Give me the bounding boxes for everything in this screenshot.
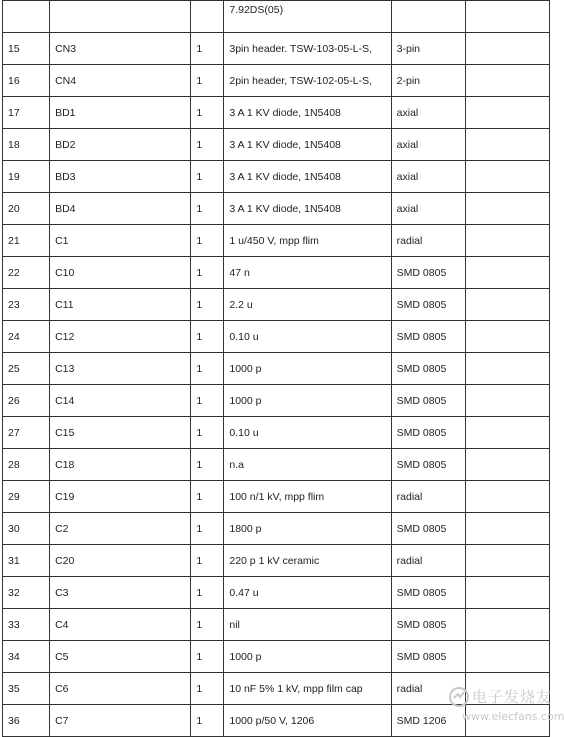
cell-note (465, 513, 549, 545)
table-row (3, 161, 550, 193)
cell-no: 16 (3, 65, 50, 97)
cell-ref: C15 (50, 417, 191, 449)
cell-ref: CN3 (50, 33, 191, 65)
cell-desc: 1 u/450 V, mpp flim (224, 225, 391, 257)
cell-desc: 2pin header, TSW-102-05-L-S, (224, 65, 391, 97)
cell-note (465, 449, 549, 481)
cell-desc: 47 n (224, 257, 391, 289)
cell-pkg: 2-pin (391, 65, 465, 97)
cell-desc: 1000 p/50 V, 1206 (224, 705, 391, 737)
cell-qty: 1 (191, 65, 224, 97)
cell-no: 36 (3, 705, 50, 737)
cell-desc: nil (224, 609, 391, 641)
cell-no: 27 (3, 417, 50, 449)
cell-no: 21 (3, 225, 50, 257)
cell-note (465, 193, 549, 225)
cell-qty: 1 (191, 385, 224, 417)
cell-pkg: axial (391, 97, 465, 129)
cell-no: 35 (3, 673, 50, 705)
cell-ref: C6 (50, 673, 191, 705)
cell-no: 22 (3, 257, 50, 289)
cell-pkg: axial (391, 129, 465, 161)
cell-note (465, 225, 549, 257)
cell-no: 15 (3, 33, 50, 65)
cell-ref: C19 (50, 481, 191, 513)
cell-pkg: radial (391, 673, 465, 705)
cell-qty: 1 (191, 417, 224, 449)
cell-note (465, 257, 549, 289)
table-row (3, 705, 550, 737)
cell-pkg: SMD 0805 (391, 641, 465, 673)
cell-pkg: radial (391, 545, 465, 577)
cell-no: 33 (3, 609, 50, 641)
cell-desc: 1000 p (224, 385, 391, 417)
cell-note (465, 705, 549, 737)
cell-ref: C18 (50, 449, 191, 481)
table-row (3, 513, 550, 545)
cell-desc: 0.10 u (224, 321, 391, 353)
cell-note (465, 481, 549, 513)
cell-qty: 1 (191, 641, 224, 673)
cell-pkg: SMD 0805 (391, 289, 465, 321)
table-row (3, 129, 550, 161)
cell-ref: C12 (50, 321, 191, 353)
cell-desc: 0.47 u (224, 577, 391, 609)
cell-pkg: SMD 0805 (391, 577, 465, 609)
cell-no: 23 (3, 289, 50, 321)
cell-pkg: radial (391, 225, 465, 257)
table-row (3, 97, 550, 129)
watermark-text-en: www.elecfans.com (462, 710, 564, 723)
cell-ref: C3 (50, 577, 191, 609)
table-row (3, 673, 550, 705)
cell-qty: 1 (191, 161, 224, 193)
cell-ref: CN4 (50, 65, 191, 97)
cell-note (465, 129, 549, 161)
cell-qty: 1 (191, 225, 224, 257)
table-row (3, 65, 550, 97)
cell-desc: 3pin header. TSW-103-05-L-S, (224, 33, 391, 65)
cell-note (465, 289, 549, 321)
cell-ref: C4 (50, 609, 191, 641)
cell-qty: 1 (191, 577, 224, 609)
cell-pkg: SMD 0805 (391, 257, 465, 289)
table-row (3, 641, 550, 673)
cell-qty: 1 (191, 513, 224, 545)
cell-pkg: SMD 0805 (391, 449, 465, 481)
cell-ref: C13 (50, 353, 191, 385)
cell-desc: 7.92DS(05) (224, 1, 391, 33)
cell-no (3, 1, 50, 33)
cell-ref: C2 (50, 513, 191, 545)
table-row (3, 577, 550, 609)
cell-pkg: SMD 0805 (391, 385, 465, 417)
cell-desc: 220 p 1 kV ceramic (224, 545, 391, 577)
cell-ref: C5 (50, 641, 191, 673)
cell-note (465, 577, 549, 609)
watermark-text-cn: 电子发烧友 (472, 688, 553, 706)
cell-ref: C14 (50, 385, 191, 417)
table-row (3, 385, 550, 417)
cell-pkg: axial (391, 193, 465, 225)
cell-pkg: SMD 0805 (391, 609, 465, 641)
cell-no: 28 (3, 449, 50, 481)
table-row (3, 449, 550, 481)
table-row (3, 321, 550, 353)
cell-note (465, 385, 549, 417)
cell-no: 18 (3, 129, 50, 161)
cell-qty: 1 (191, 129, 224, 161)
cell-qty: 1 (191, 673, 224, 705)
cell-desc: 2.2 u (224, 289, 391, 321)
cell-ref: C7 (50, 705, 191, 737)
cell-note (465, 673, 549, 705)
cell-pkg: 3-pin (391, 33, 465, 65)
cell-qty: 1 (191, 609, 224, 641)
cell-qty (191, 1, 224, 33)
table-row (3, 257, 550, 289)
cell-desc: 100 n/1 kV, mpp flim (224, 481, 391, 513)
cell-desc: 1800 p (224, 513, 391, 545)
cell-note (465, 321, 549, 353)
cell-no: 30 (3, 513, 50, 545)
cell-pkg: radial (391, 481, 465, 513)
table-row (3, 353, 550, 385)
cell-pkg: SMD 0805 (391, 353, 465, 385)
cell-no: 32 (3, 577, 50, 609)
cell-note (465, 65, 549, 97)
table-row (3, 481, 550, 513)
cell-ref (50, 1, 191, 33)
cell-note (465, 641, 549, 673)
cell-desc: 3 A 1 KV diode, 1N5408 (224, 193, 391, 225)
cell-no: 31 (3, 545, 50, 577)
cell-note (465, 97, 549, 129)
cell-no: 17 (3, 97, 50, 129)
cell-qty: 1 (191, 481, 224, 513)
cell-desc: n.a (224, 449, 391, 481)
cell-no: 26 (3, 385, 50, 417)
table-row (3, 225, 550, 257)
cell-ref: BD3 (50, 161, 191, 193)
table-row (3, 289, 550, 321)
table-row (3, 33, 550, 65)
cell-ref: C10 (50, 257, 191, 289)
cell-pkg: SMD 1206 (391, 705, 465, 737)
table-row (3, 417, 550, 449)
bom-table (2, 0, 553, 737)
table-row-continued (3, 1, 550, 33)
cell-note (465, 33, 549, 65)
cell-note (465, 417, 549, 449)
cell-qty: 1 (191, 705, 224, 737)
cell-note (465, 353, 549, 385)
cell-pkg: SMD 0805 (391, 417, 465, 449)
bom-table-body (3, 1, 553, 737)
cell-ref: C11 (50, 289, 191, 321)
cell-ref: C1 (50, 225, 191, 257)
cell-desc: 3 A 1 KV diode, 1N5408 (224, 161, 391, 193)
cell-qty: 1 (191, 321, 224, 353)
cell-qty: 1 (191, 289, 224, 321)
cell-desc: 10 nF 5% 1 kV, mpp film cap (224, 673, 391, 705)
cell-ref: BD2 (50, 129, 191, 161)
cell-qty: 1 (191, 353, 224, 385)
cell-ref: BD1 (50, 97, 191, 129)
cell-desc: 1000 p (224, 353, 391, 385)
cell-qty: 1 (191, 97, 224, 129)
cell-no: 25 (3, 353, 50, 385)
table-row (3, 193, 550, 225)
cell-desc: 1000 p (224, 641, 391, 673)
cell-desc: 3 A 1 KV diode, 1N5408 (224, 97, 391, 129)
cell-no: 20 (3, 193, 50, 225)
cell-qty: 1 (191, 545, 224, 577)
cell-qty: 1 (191, 193, 224, 225)
cell-note (465, 545, 549, 577)
cell-ref: C20 (50, 545, 191, 577)
cell-no: 19 (3, 161, 50, 193)
cell-pkg: axial (391, 161, 465, 193)
cell-pkg: SMD 0805 (391, 321, 465, 353)
cell-qty: 1 (191, 257, 224, 289)
cell-no: 34 (3, 641, 50, 673)
cell-pkg (391, 1, 465, 33)
cell-pkg: SMD 0805 (391, 513, 465, 545)
cell-qty: 1 (191, 449, 224, 481)
cell-note (465, 609, 549, 641)
cell-no: 24 (3, 321, 50, 353)
table-row (3, 545, 550, 577)
cell-qty: 1 (191, 33, 224, 65)
cell-ref: BD4 (50, 193, 191, 225)
cell-desc: 0.10 u (224, 417, 391, 449)
cell-note (465, 1, 549, 33)
cell-no: 29 (3, 481, 50, 513)
cell-note (465, 161, 549, 193)
cell-desc: 3 A 1 KV diode, 1N5408 (224, 129, 391, 161)
table-row (3, 609, 550, 641)
